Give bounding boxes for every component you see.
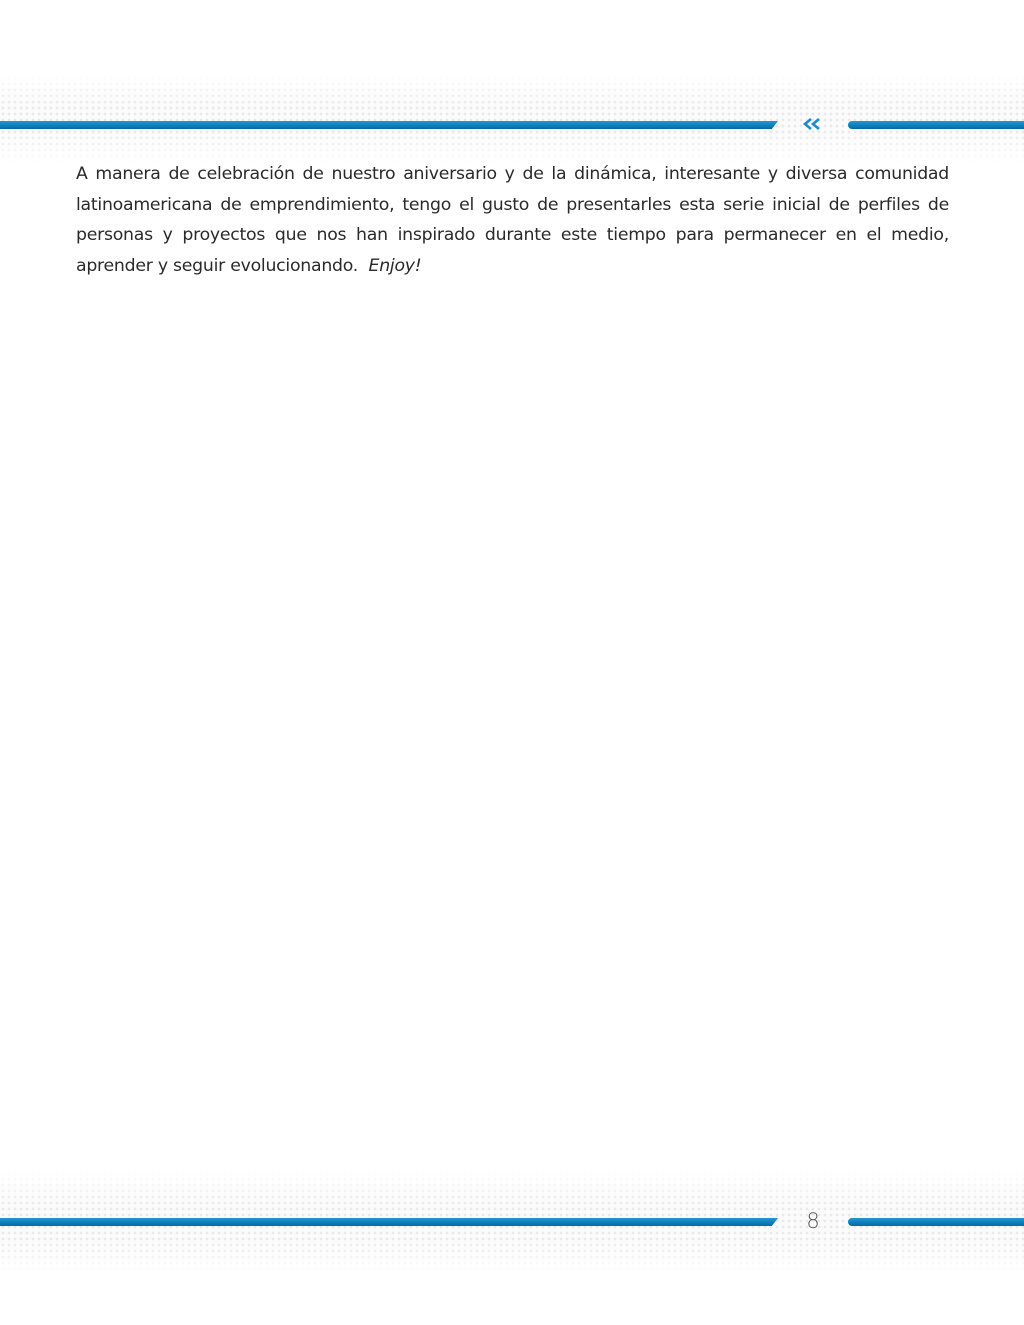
footer-rule-left (0, 1218, 778, 1226)
footer-rule-right (848, 1218, 1024, 1226)
header-rule-left (0, 121, 778, 129)
header-rule-right (848, 121, 1024, 129)
header-dot-pattern (0, 75, 1024, 163)
intro-paragraph-text: A manera de celebración de nuestro aniversario y de la dinámica, interesante y diversa comunidad latinoamericana de emprendimiento, tengo el gusto de presentarles esta serie inicial de perfiles de personas y proyectos que nos han inspirado durante este tiempo para permanecer en el medio, aprender y seguir evolucionando. (76, 164, 949, 276)
page-number: 8 (806, 1209, 820, 1233)
intro-paragraph (76, 159, 949, 281)
closing-text: Enjoy! (368, 255, 422, 276)
double-chevron-left-icon (800, 115, 824, 133)
